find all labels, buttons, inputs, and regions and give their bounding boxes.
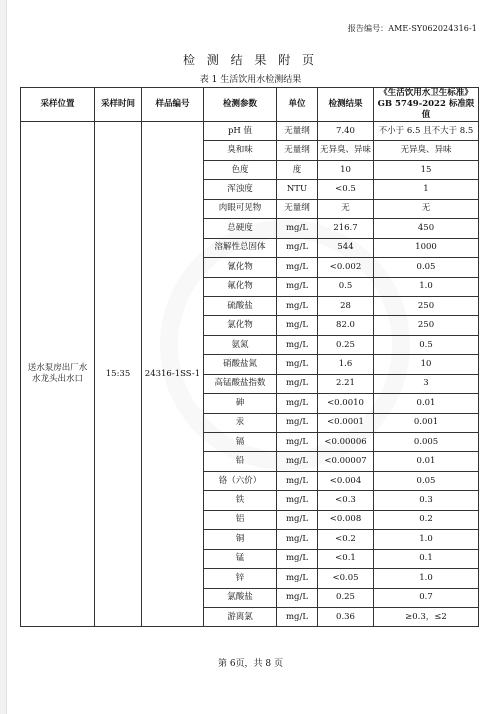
cell-limit: 0.5 [374, 335, 479, 354]
cell-result: <0.05 [318, 569, 374, 588]
cell-unit: 无量纲 [277, 141, 318, 160]
cell-result: <0.00006 [318, 433, 374, 452]
cell-sample-id-text: 24316-1SS-1 [144, 368, 201, 379]
cell-parameter: 镉 [204, 433, 277, 452]
cell-result: 0.36 [318, 607, 374, 626]
cell-parameter: 浑浊度 [204, 180, 277, 199]
cell-result: 10 [318, 160, 374, 179]
cell-result: 1.6 [318, 355, 374, 374]
cell-unit: mg/L [277, 491, 318, 510]
cell-unit: mg/L [277, 316, 318, 335]
cell-parameter: 色度 [204, 160, 277, 179]
cell-parameter: 铜 [204, 530, 277, 549]
page-title: 检 测 结 果 附 页 [182, 53, 319, 67]
cell-result: <0.002 [318, 258, 374, 277]
header-sample-id: 样品编号 [142, 88, 204, 122]
cell-parameter: 汞 [204, 413, 277, 432]
cell-parameter: 铝 [204, 510, 277, 529]
table-header-row [21, 88, 479, 122]
cell-result: 544 [318, 238, 374, 257]
table-row [21, 122, 479, 141]
cell-parameter: 游离氯 [204, 607, 277, 626]
cell-parameter: pH 值 [204, 122, 277, 141]
results-table [20, 87, 479, 627]
cell-parameter: 硝酸盐氮 [204, 355, 277, 374]
cell-result: 无异臭、异味 [318, 141, 374, 160]
cell-limit: 1000 [374, 238, 479, 257]
cell-location [21, 122, 95, 627]
cell-limit: 1.0 [374, 277, 479, 296]
cell-parameter: 高锰酸盐指数 [204, 374, 277, 393]
cell-parameter: 铁 [204, 491, 277, 510]
cell-unit: mg/L [277, 413, 318, 432]
cell-unit: mg/L [277, 433, 318, 452]
cell-limit: 0.005 [374, 433, 479, 452]
cell-result: <0.1 [318, 549, 374, 568]
header-unit: 单位 [277, 88, 318, 122]
header-time: 采样时间 [95, 88, 142, 122]
cell-result: 82.0 [318, 316, 374, 335]
cell-limit: 0.1 [374, 549, 479, 568]
cell-result: <0.2 [318, 530, 374, 549]
cell-result: <0.3 [318, 491, 374, 510]
cell-limit: 0.7 [374, 588, 479, 607]
cell-parameter: 铅 [204, 452, 277, 471]
cell-result: 2.21 [318, 374, 374, 393]
cell-unit: mg/L [277, 374, 318, 393]
cell-unit: mg/L [277, 607, 318, 626]
header-standard-code: GB 5749-2022 标准限值 [377, 99, 475, 120]
header-standard [374, 88, 479, 122]
cell-limit: 1.0 [374, 530, 479, 549]
cell-unit: mg/L [277, 471, 318, 490]
cell-result: <0.5 [318, 180, 374, 199]
cell-parameter: 肉眼可见物 [204, 199, 277, 218]
cell-result: 0.25 [318, 588, 374, 607]
cell-result: 0.5 [318, 277, 374, 296]
cell-limit: 无 [374, 199, 479, 218]
cell-unit: mg/L [277, 238, 318, 257]
cell-limit: 0.05 [374, 471, 479, 490]
cell-parameter: 总硬度 [204, 219, 277, 238]
cell-parameter: 氨氮 [204, 335, 277, 354]
cell-limit: 250 [374, 296, 479, 315]
header-parameter: 检测参数 [204, 88, 277, 122]
cell-limit: 0.001 [374, 413, 479, 432]
cell-unit: mg/L [277, 355, 318, 374]
cell-result: <0.004 [318, 471, 374, 490]
cell-sample-id [142, 122, 204, 627]
cell-unit: 无量纲 [277, 199, 318, 218]
header-location: 采样位置 [21, 88, 95, 122]
cell-parameter: 臭和味 [204, 141, 277, 160]
report-number: 报告编号：AME-SY062024316-1 [347, 24, 477, 33]
cell-limit: 3 [374, 374, 479, 393]
cell-limit: 无异臭、异味 [374, 141, 479, 160]
cell-limit: 1 [374, 180, 479, 199]
cell-unit: mg/L [277, 296, 318, 315]
cell-unit: mg/L [277, 569, 318, 588]
cell-limit: 15 [374, 160, 479, 179]
cell-unit: NTU [277, 180, 318, 199]
cell-time [95, 122, 142, 627]
cell-parameter: 氯化物 [204, 316, 277, 335]
header-result: 检测结果 [318, 88, 374, 122]
page-left-edge [0, 0, 7, 714]
cell-limit: 250 [374, 316, 479, 335]
cell-limit: 0.01 [374, 452, 479, 471]
cell-parameter: 锰 [204, 549, 277, 568]
cell-limit: 不小于 6.5 且不大于 8.5 [374, 122, 479, 141]
cell-parameter: 铬（六价） [204, 471, 277, 490]
cell-parameter: 砷 [204, 394, 277, 413]
cell-result: <0.008 [318, 510, 374, 529]
cell-unit: mg/L [277, 588, 318, 607]
cell-result: 7.40 [318, 122, 374, 141]
cell-parameter: 氯酸盐 [204, 588, 277, 607]
cell-limit: 10 [374, 355, 479, 374]
cell-unit: mg/L [277, 394, 318, 413]
cell-parameter: 氰化物 [204, 258, 277, 277]
cell-unit: mg/L [277, 335, 318, 354]
cell-result: 28 [318, 296, 374, 315]
cell-result: <0.00007 [318, 452, 374, 471]
cell-result: <0.0010 [318, 394, 374, 413]
cell-parameter: 硫酸盐 [204, 296, 277, 315]
cell-parameter: 氟化物 [204, 277, 277, 296]
cell-unit: mg/L [277, 277, 318, 296]
cell-unit: 度 [277, 160, 318, 179]
cell-location-text: 送水泵房出厂水水龙头出水口 [27, 363, 88, 385]
cell-limit: 0.05 [374, 258, 479, 277]
cell-limit: 450 [374, 219, 479, 238]
cell-unit: 无量纲 [277, 122, 318, 141]
cell-limit: ≥0.3，≤2 [374, 607, 479, 626]
cell-limit: 0.3 [374, 491, 479, 510]
cell-unit: mg/L [277, 549, 318, 568]
header-standard-name: 《生活饮用水卫生标准》 [379, 88, 473, 98]
cell-unit: mg/L [277, 258, 318, 277]
cell-limit: 1.0 [374, 569, 479, 588]
cell-unit: mg/L [277, 219, 318, 238]
cell-result: 0.25 [318, 335, 374, 354]
cell-result: <0.0001 [318, 413, 374, 432]
cell-parameter: 锌 [204, 569, 277, 588]
cell-unit: mg/L [277, 452, 318, 471]
cell-result: 216.7 [318, 219, 374, 238]
table-caption: 表 1 生活饮用水检测结果 [199, 75, 302, 85]
cell-unit: mg/L [277, 510, 318, 529]
cell-time-text: 15:35 [105, 368, 131, 379]
cell-result: 无 [318, 199, 374, 218]
cell-limit: 0.2 [374, 510, 479, 529]
results-body [21, 122, 479, 627]
page-footer: 第 6页，共 8 页 [217, 659, 284, 669]
cell-unit: mg/L [277, 530, 318, 549]
cell-limit: 0.01 [374, 394, 479, 413]
cell-parameter: 溶解性总固体 [204, 238, 277, 257]
